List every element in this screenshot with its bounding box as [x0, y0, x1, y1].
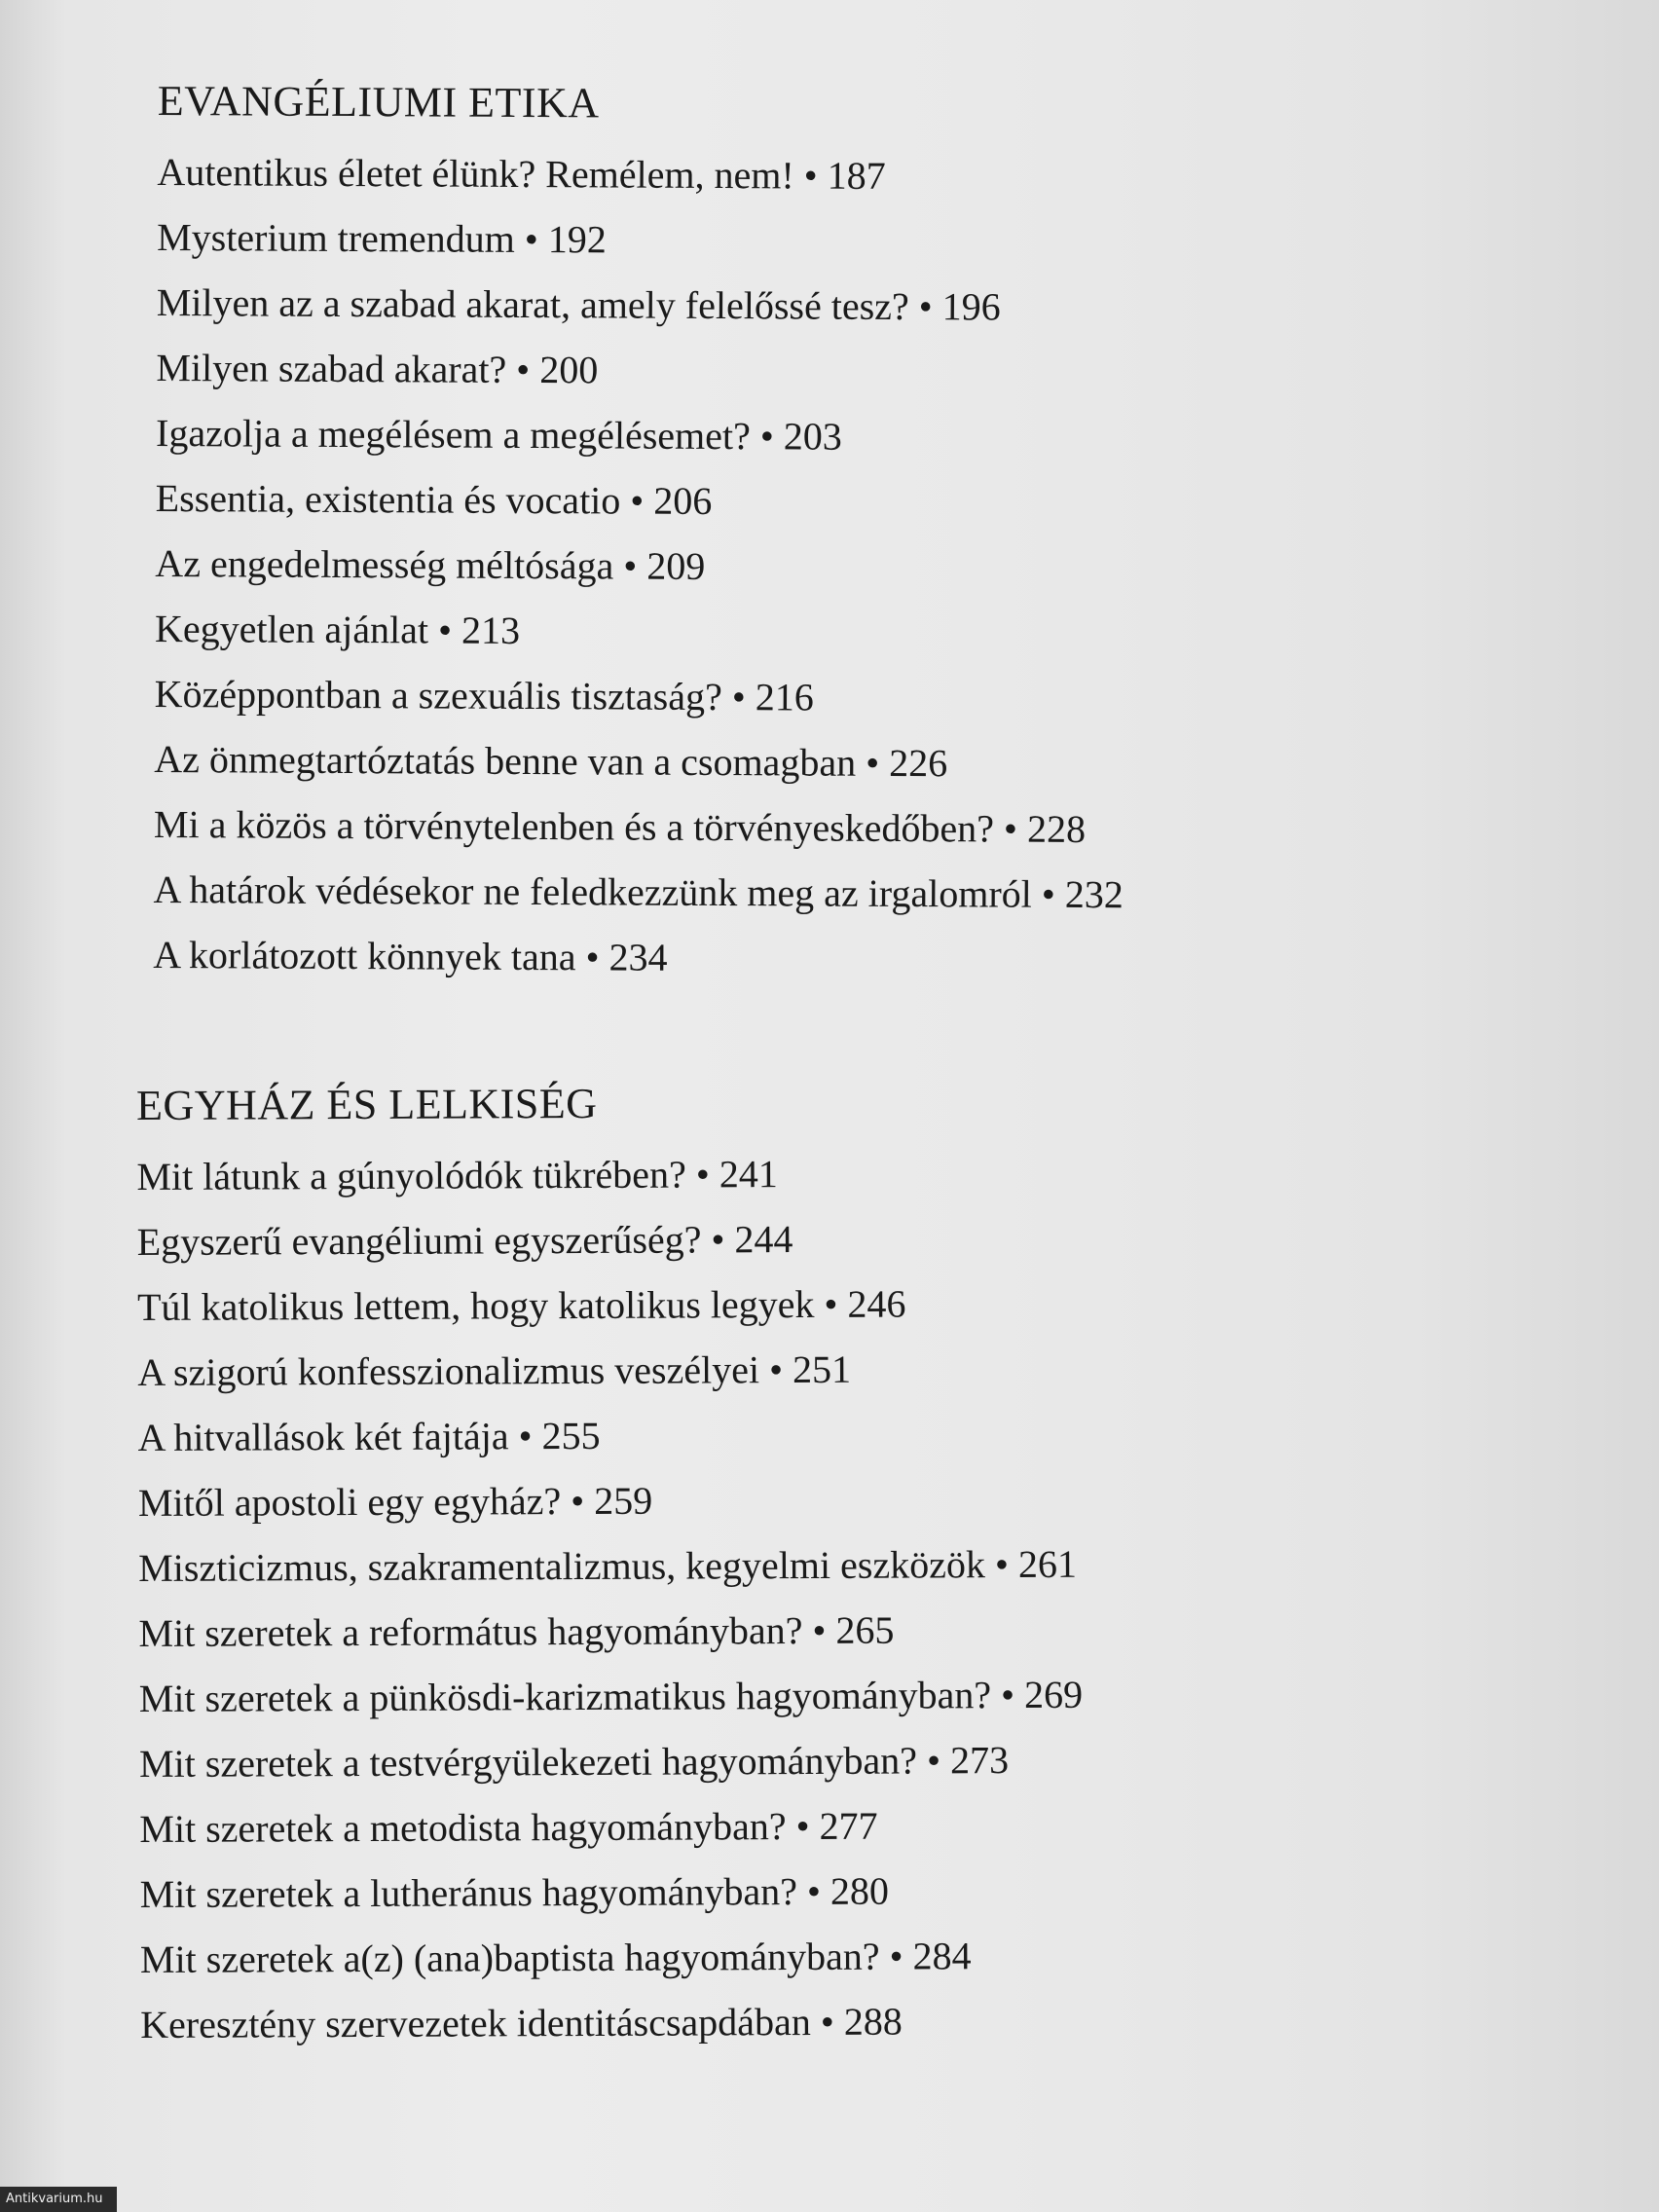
toc-entry	[155, 596, 1125, 666]
bullet-separator: •	[889, 1934, 903, 1978]
toc-entry	[138, 1531, 1083, 1601]
toc-entry-title: Mit szeretek a(z) (ana)baptista hagyományban?	[139, 1934, 880, 1981]
toc-entry	[137, 1401, 1082, 1470]
toc-entry	[155, 661, 1125, 731]
toc-entry-page-number: 255	[541, 1413, 601, 1458]
toc-entry-page-number: 280	[830, 1868, 890, 1913]
toc-entry	[154, 726, 1124, 796]
toc-entry	[153, 857, 1124, 927]
bullet-separator: •	[1041, 871, 1055, 916]
toc-entry-title: Mysterium tremendum	[157, 214, 515, 261]
toc-entry-page-number: 206	[653, 478, 713, 523]
toc-entry	[139, 1858, 1084, 1927]
toc-entry	[140, 1988, 1085, 2057]
toc-entry	[139, 1727, 1084, 1796]
toc-entry-page-number: 216	[755, 675, 814, 719]
toc-entry	[139, 1662, 1084, 1731]
toc-entry-page-number: 288	[843, 1999, 903, 2044]
toc-entry-page-number: 246	[847, 1281, 906, 1326]
toc-entry-page-number: 228	[1026, 806, 1087, 852]
toc-entry	[136, 1140, 1081, 1209]
toc-entry-page-number: 209	[646, 543, 706, 588]
toc-entry	[157, 139, 1127, 209]
bullet-separator: •	[571, 1478, 585, 1524]
toc-entry	[153, 922, 1124, 992]
bullet-separator: •	[516, 347, 531, 392]
toc-entry	[154, 792, 1124, 862]
toc-entry	[156, 400, 1126, 470]
watermark-label: Antikvarium.hu	[0, 2187, 117, 2212]
toc-entry-title: Mit szeretek a metodista hagyományban?	[139, 1804, 787, 1851]
toc-entry-title: Középpontban a szexuális tisztaság?	[154, 671, 722, 719]
bullet-separator: •	[1003, 806, 1018, 851]
toc-entry-title: Mit szeretek a lutheránus hagyományban?	[139, 1869, 798, 1916]
bullet-separator: •	[518, 1414, 533, 1458]
toc-entry-title: Az önmegtartóztatás benne van a csomagban	[154, 736, 857, 785]
bullet-separator: •	[1000, 1673, 1015, 1717]
bullet-separator: •	[795, 1803, 810, 1849]
toc-entry-title: Milyen az a szabad akarat, amely felelőssé tesz?	[156, 279, 909, 329]
bullet-separator: •	[437, 608, 453, 652]
toc-entry-page-number: 203	[783, 414, 842, 459]
toc-entry	[139, 1792, 1084, 1862]
bullet-separator: •	[731, 675, 746, 719]
toc-entry	[138, 1597, 1083, 1666]
toc-entry	[140, 1923, 1085, 1992]
toc-entry	[157, 270, 1127, 340]
bullet-separator: •	[623, 543, 638, 588]
toc-entry-title: Autentikus életet élünk? Remélem, nem!	[157, 149, 794, 198]
toc-entry-title: A határok védésekor ne feledkezzünk meg az irgalomról	[153, 866, 1032, 916]
toc-entry-title: Mi a közös a törvénytelenben és a törvényeskedőben?	[153, 801, 995, 851]
toc-entry-page-number: 196	[941, 284, 1001, 329]
toc-entry	[157, 204, 1127, 275]
toc-list	[153, 139, 1127, 992]
bullet-separator: •	[824, 1281, 838, 1326]
section-evangeliumi-etika	[153, 76, 1127, 992]
bullet-separator: •	[806, 1868, 822, 1914]
toc-entry	[137, 1205, 1082, 1274]
bullet-separator: •	[695, 1152, 710, 1197]
bullet-separator: •	[918, 284, 933, 329]
toc-entry-page-number: 284	[912, 1934, 972, 1978]
toc-entry-page-number: 200	[539, 348, 599, 392]
toc-entry-title: Miszticizmus, szakramentalizmus, kegyelmi eszközök	[138, 1542, 986, 1590]
bullet-separator: •	[926, 1738, 941, 1783]
toc-entry-page-number: 273	[949, 1738, 1010, 1783]
toc-entry-page-number: 241	[719, 1152, 778, 1197]
toc-list	[136, 1140, 1084, 2057]
toc-entry-title: A hitvallások két fajtája	[137, 1414, 509, 1459]
toc-entry-page-number: 187	[827, 153, 886, 198]
toc-entry-page-number: 226	[889, 740, 948, 786]
bullet-separator: •	[524, 216, 538, 262]
bullet-separator: •	[711, 1217, 725, 1262]
section-title: EGYHÁZ ÉS LELKISÉG	[136, 1079, 598, 1129]
toc-entry	[156, 465, 1126, 535]
bullet-separator: •	[994, 1542, 1010, 1587]
bullet-separator: •	[803, 153, 818, 198]
toc-entry-title: Mit szeretek a testvérgyülekezeti hagyományban?	[138, 1738, 918, 1786]
bullet-separator: •	[812, 1607, 827, 1652]
toc-entry-title: Mit szeretek a pünkösdi-karizmatikus hagyományban?	[138, 1673, 992, 1720]
toc-entry-title: Mit szeretek a református hagyományban?	[138, 1608, 803, 1655]
bullet-separator: •	[759, 414, 774, 459]
toc-entry-page-number: 259	[594, 1478, 653, 1523]
bullet-separator: •	[585, 935, 600, 979]
toc-entry-title: Keresztény szervezetek identitáscsapdában	[140, 1999, 811, 2046]
bullet-separator: •	[820, 1999, 834, 2044]
toc-entry-title: Túl katolikus lettem, hogy katolikus legyek	[136, 1281, 815, 1329]
bullet-separator: •	[866, 740, 880, 785]
toc-entry-page-number: 251	[792, 1346, 852, 1392]
toc-entry-title: A korlátozott könnyek tana	[153, 932, 576, 979]
toc-entry-title: Kegyetlen ajánlat	[154, 606, 429, 652]
toc-entry-page-number: 269	[1023, 1672, 1084, 1717]
toc-entry-title: Egyszerű evangéliumi egyszerűség?	[136, 1217, 702, 1264]
toc-entry-page-number: 213	[461, 608, 521, 652]
toc-entry	[155, 531, 1125, 601]
toc-entry-title: A szigorú konfesszionalizmus veszélyei	[137, 1347, 760, 1394]
toc-entry-page-number: 244	[734, 1217, 793, 1262]
bullet-separator: •	[768, 1347, 784, 1392]
toc-entry-page-number: 232	[1064, 871, 1124, 917]
toc-entry-page-number: 261	[1017, 1541, 1078, 1587]
toc-entry-title: Mitől apostoli egy egyház?	[137, 1479, 562, 1525]
toc-entry-page-number: 234	[608, 935, 668, 979]
toc-entry-title: Essentia, existentia és vocatio	[155, 475, 621, 523]
bullet-separator: •	[630, 478, 645, 523]
toc-entry	[137, 1336, 1082, 1405]
toc-entry-title: Igazolja a megélésem a megélésemet?	[155, 410, 751, 459]
section-egyhaz-es-lelkiseg	[136, 1077, 1085, 2057]
section-title: EVANGÉLIUMI ETIKA	[157, 76, 600, 128]
toc-entry	[156, 335, 1126, 405]
toc-entry	[138, 1466, 1083, 1535]
toc-entry-title: Milyen szabad akarat?	[156, 345, 507, 391]
toc-entry-title: Az engedelmesség méltósága	[155, 540, 614, 588]
toc-entry-page-number: 277	[819, 1803, 878, 1848]
toc-entry-page-number: 192	[547, 217, 607, 262]
toc-entry-title: Mit látunk a gúnyolódók tükrében?	[136, 1152, 686, 1198]
toc-entry-page-number: 265	[835, 1607, 895, 1652]
toc-entry	[137, 1271, 1082, 1340]
